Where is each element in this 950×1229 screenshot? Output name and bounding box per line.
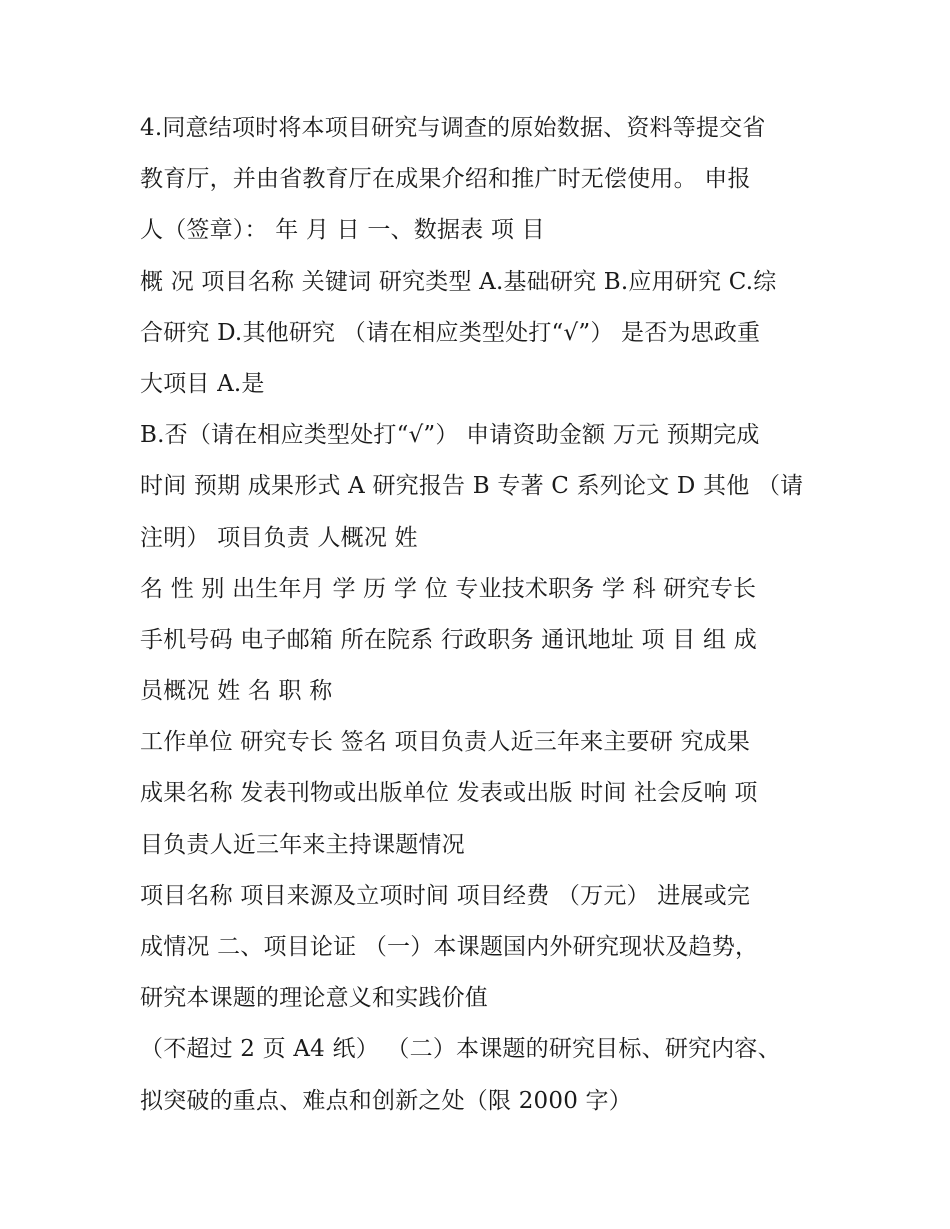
text-line: 合研究 D.其他研究 （请在相应类型处打“√”） 是否为思政重 bbox=[140, 319, 761, 346]
text-line: 员概况 姓 名 职 称 bbox=[140, 678, 333, 705]
text-line: 4.同意结项时将本项目研究与调查的原始数据、资料等提交省 bbox=[140, 115, 766, 141]
text-line: 人（签章）： 年 月 日 一、数据表 项 目 bbox=[140, 217, 545, 244]
text-line: （不超过 2 页 A4 纸） （二）本课题的研究目标、研究内容、 bbox=[140, 1036, 781, 1063]
document-body bbox=[140, 103, 820, 1127]
text-line: 大项目 A.是 bbox=[140, 370, 265, 397]
text-line: 项目名称 项目来源及立项时间 项目经费 （万元） 进展或完 bbox=[140, 882, 751, 909]
text-line: 成果名称 发表刊物或出版单位 发表或出版 时间 社会反响 项 bbox=[140, 780, 758, 807]
text-line: 注明） 项目负责 人概况 姓 bbox=[140, 524, 418, 551]
text-line: B.否（请在相应类型处打“√”） 申请资助金额 万元 预期完成 bbox=[140, 422, 760, 449]
text-line: 名 性 别 出生年月 学 历 学 位 专业技术职务 学 科 研究专长 bbox=[140, 575, 757, 602]
text-line: 目负责人近三年来主持课题情况 bbox=[140, 831, 465, 858]
text-line: 时间 预期 成果形式 A 研究报告 B 专著 C 系列论文 D 其他 （请 bbox=[140, 473, 804, 500]
text-line: 研究本课题的理论意义和实践价值 bbox=[140, 985, 488, 1012]
text-line: 概 况 项目名称 关键词 研究类型 A.基础研究 B.应用研究 C.综 bbox=[140, 268, 777, 295]
text-line: 拟突破的重点、难点和创新之处（限 2000 字） bbox=[140, 1087, 632, 1114]
text-line: 成情况 二、项目论证 （一）本课题国内外研究现状及趋势， bbox=[140, 934, 759, 960]
text-line: 手机号码 电子邮箱 所在院系 行政职务 通讯地址 项 目 组 成 bbox=[140, 626, 757, 653]
text-line: 教育厅，并由省教育厅在成果介绍和推广时无偿使用。 申报 bbox=[140, 166, 751, 193]
text-line: 工作单位 研究专长 签名 项目负责人近三年来主要研 究成果 bbox=[140, 729, 751, 756]
